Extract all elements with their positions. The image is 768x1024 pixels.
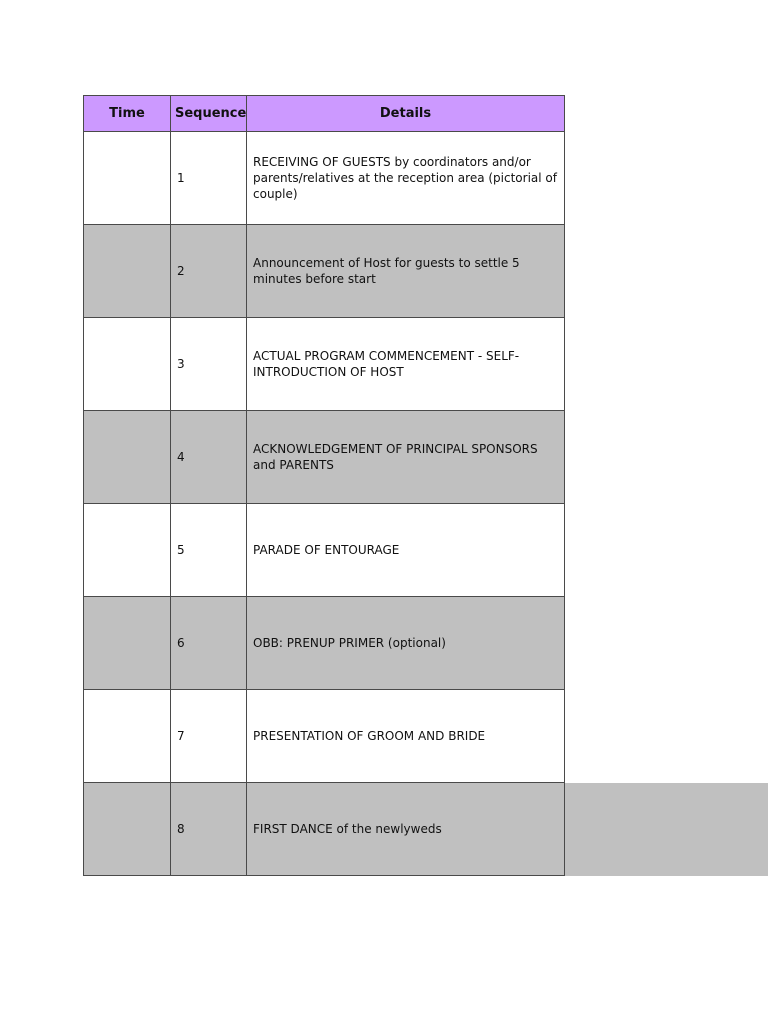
table-row [84,132,565,225]
sequence-cell: 8 [171,783,247,876]
shaded-band [563,783,768,876]
sequence-cell: 6 [171,597,247,690]
sequence-cell: 2 [171,225,247,318]
header-sequence: Sequence [171,96,247,132]
time-cell [84,411,171,504]
header-details: Details [247,96,565,132]
table-body [84,132,565,876]
details-cell: ACTUAL PROGRAM COMMENCEMENT - SELF-INTRODUCTION OF HOST [247,318,565,411]
table-header [84,96,565,132]
details-cell: ACKNOWLEDGEMENT OF PRINCIPAL SPONSORS and PARENTS [247,411,565,504]
sequence-cell: 4 [171,411,247,504]
sequence-cell: 1 [171,132,247,225]
program-table [83,95,565,876]
table-row [84,318,565,411]
time-cell [84,597,171,690]
time-cell [84,225,171,318]
table-row [84,690,565,783]
table-row [84,411,565,504]
sequence-cell: 7 [171,690,247,783]
header-row [84,96,565,132]
time-cell [84,504,171,597]
details-cell: OBB: PRENUP PRIMER (optional) [247,597,565,690]
sequence-cell: 5 [171,504,247,597]
table-row [84,597,565,690]
time-cell [84,690,171,783]
sequence-cell: 3 [171,318,247,411]
details-cell: PARADE OF ENTOURAGE [247,504,565,597]
header-time: Time [84,96,171,132]
table-row [84,225,565,318]
table-row [84,783,565,876]
details-cell: RECEIVING OF GUESTS by coordinators and/or parents/relatives at the reception area (pictorial of couple) [247,132,565,225]
time-cell [84,132,171,225]
details-cell: PRESENTATION OF GROOM AND BRIDE [247,690,565,783]
details-cell: FIRST DANCE of the newlyweds [247,783,565,876]
time-cell [84,783,171,876]
time-cell [84,318,171,411]
details-cell: Announcement of Host for guests to settle 5 minutes before start [247,225,565,318]
table-row [84,504,565,597]
